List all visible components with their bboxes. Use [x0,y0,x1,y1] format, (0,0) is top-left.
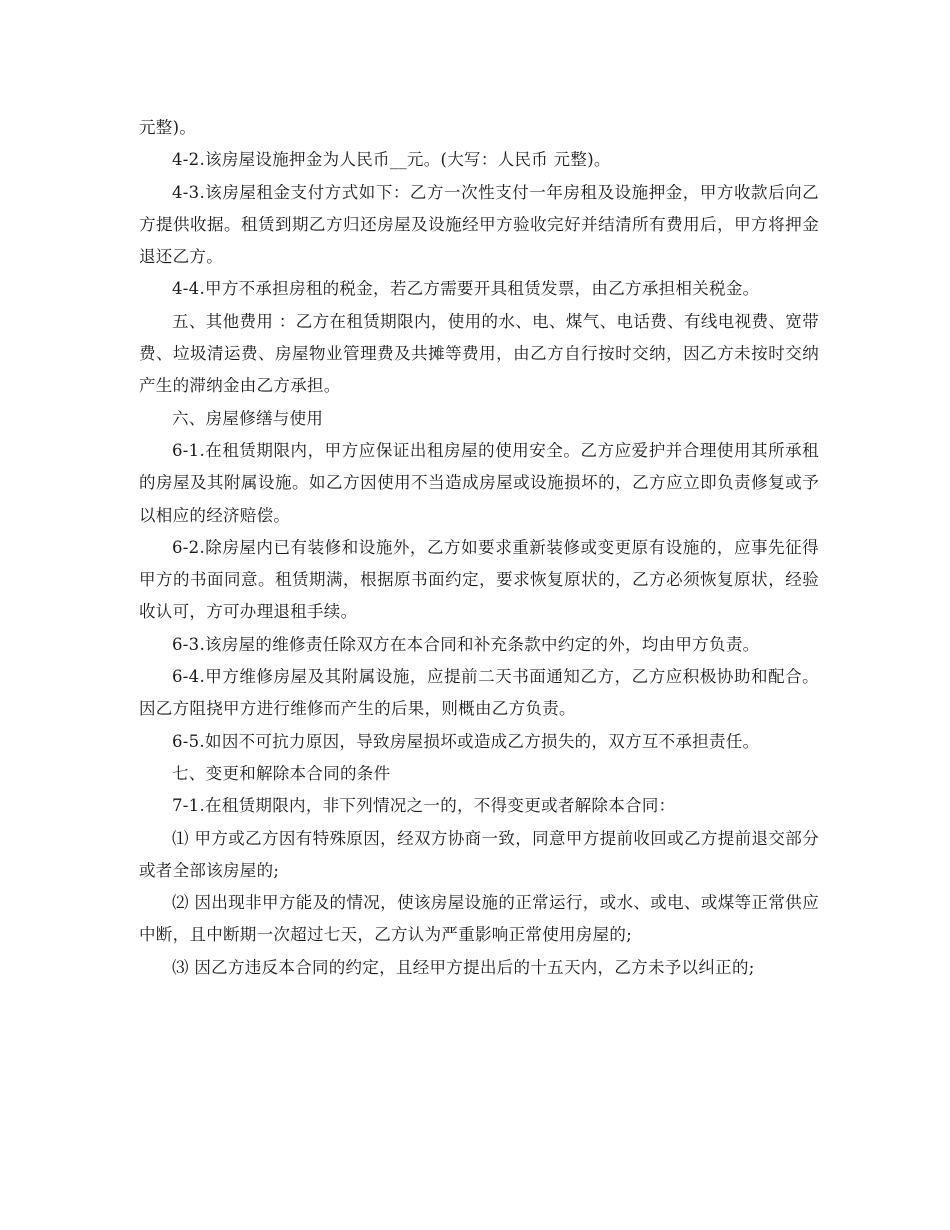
paragraph-6-4: 6-4.甲方维修房屋及其附属设施，应提前二天书面通知乙方，乙方应积极协助和配合。因乙方阻挠甲方进行维修而产生的后果，则概由乙方负责。 [139,667,819,719]
document-body [139,112,819,984]
paragraph-6-2: 6-2.除房屋内已有装修和设施外，乙方如要求重新装修或变更原有设施的，应事先征得甲方的书面同意。租赁期满，根据原书面约定，要求恢复原状的，乙方必须恢复原状，经验收认可，方可办理退租手续。 [139,537,819,622]
paragraph-4-4: 4-4.甲方不承担房租的税金，若乙方需要开具租赁发票，由乙方承担相关税金。 [172,279,760,299]
heading-section-7: 七、变更和解除本合同的条件 [172,763,391,783]
paragraph-4-2: 4-2.该房屋设施押金为人民币__元。(大写：人民币 元整)。 [172,150,611,170]
heading-section-6: 六、房屋修缮与使用 [172,408,324,428]
list-item-2: ⑵ 因出现非甲方能及的情况，使该房屋设施的正常运行，或水、或电、或煤等正常供应中断，且中断期一次超过七天，乙方认为严重影响正常使用房屋的; [139,893,819,945]
paragraph-6-3: 6-3.该房屋的维修责任除双方在本合同和补充条款中约定的外，均由甲方负责。 [172,634,760,654]
paragraph-4-3: 4-3.该房屋租金支付方式如下：乙方一次性支付一年房租及设施押金，甲方收款后向乙方提供收据。租赁到期乙方归还房屋及设施经甲方验收完好并结清所有费用后，甲方将押金退还乙方。 [139,182,819,267]
paragraph-7-1: 7-1.在租赁期限内，非下列情况之一的，不得变更或者解除本合同： [172,796,676,816]
paragraph-continuation: 元整)。 [139,118,197,137]
list-item-3: ⑶ 因乙方违反本合同的约定，且经甲方提出后的十五天内，乙方未予以纠正的; [172,957,755,977]
paragraph-6-1: 6-1.在租赁期限内，甲方应保证出租房屋的使用安全。乙方应爱护并合理使用其所承租的房屋及其附属设施。如乙方因使用不当造成房屋或设施损坏的，乙方应立即负责修复或予以相应的经济赔偿。 [139,440,819,525]
paragraph-6-5: 6-5.如因不可抗力原因，导致房屋损坏或造成乙方损失的，双方互不承担责任。 [172,731,760,751]
list-item-1: ⑴ 甲方或乙方因有特殊原因，经双方协商一致，同意甲方提前收回或乙方提前退交部分或者全部该房屋的; [139,828,819,880]
paragraph-section-5: 五、其他费用 ：乙方在租赁期限内，使用的水、电、煤气、电话费、有线电视费、宽带费、垃圾清运费、房屋物业管理费及共摊等费用，由乙方自行按时交纳，因乙方未按时交纳产生的滞纳金由乙方承担。 [139,311,819,396]
